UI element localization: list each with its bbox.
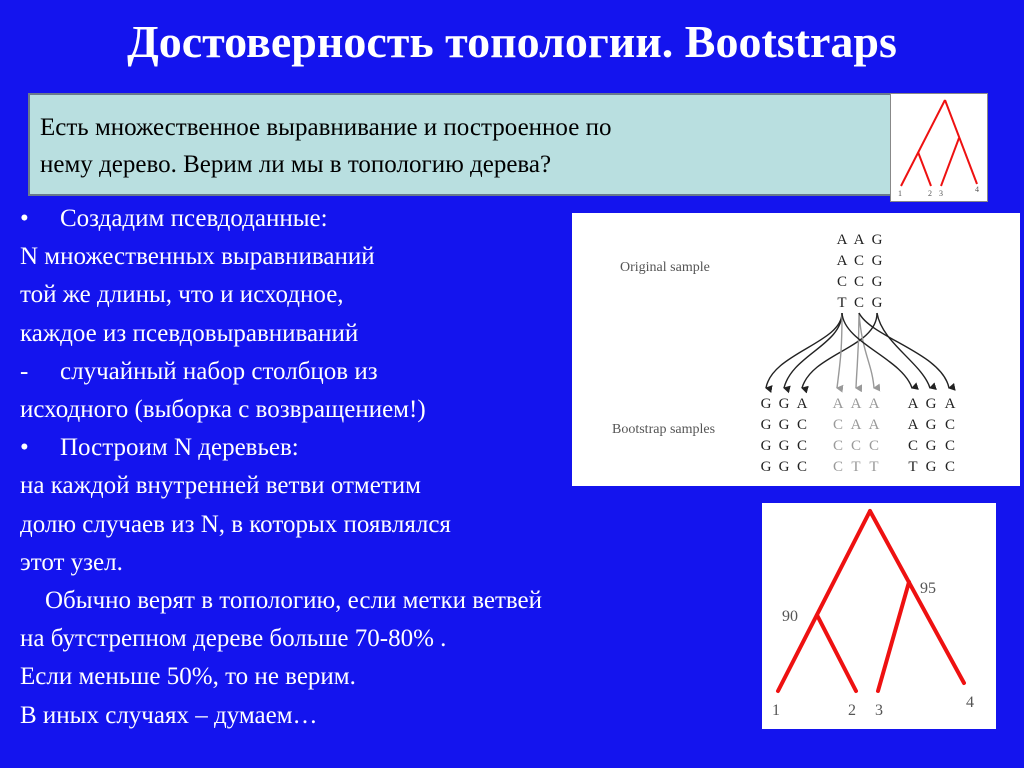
sequence-letter: G bbox=[925, 396, 937, 412]
mini-tree-svg bbox=[891, 94, 987, 201]
body-line: на каждой внутренней ветви отметим bbox=[20, 472, 421, 500]
sequence-letter: C bbox=[853, 295, 865, 311]
sequence-letter: T bbox=[851, 459, 861, 475]
sequence-letter: C bbox=[944, 438, 956, 454]
sequence-letter: C bbox=[796, 459, 808, 475]
body-line: каждое из псевдовыравниваний bbox=[20, 319, 359, 347]
sequence-letter: G bbox=[871, 253, 883, 269]
sequence-letter: G bbox=[778, 396, 790, 412]
mini-tree-figure bbox=[890, 93, 988, 202]
dash-icon: - bbox=[20, 357, 29, 385]
bullet-icon: • bbox=[20, 434, 29, 462]
resample-arrow bbox=[766, 313, 842, 388]
sequence-letter: G bbox=[925, 438, 937, 454]
bootstrap-tree-svg bbox=[762, 503, 996, 729]
sequence-letter: G bbox=[760, 417, 772, 433]
sequence-letter: G bbox=[871, 295, 883, 311]
body-line: N множественных выравниваний bbox=[20, 243, 375, 271]
sequence-letter: C bbox=[907, 438, 919, 454]
mini-tree-branch bbox=[901, 100, 945, 186]
sequence-letter: C bbox=[868, 438, 880, 454]
resampling-arrows bbox=[766, 313, 949, 388]
resample-arrow bbox=[859, 313, 874, 388]
sequence-letter: C bbox=[853, 274, 865, 290]
sequence-letter: C bbox=[832, 438, 844, 454]
sequence-letter: C bbox=[796, 438, 808, 454]
bootstrap-sample-2-grid bbox=[833, 396, 880, 475]
tree-branch bbox=[878, 582, 909, 691]
mini-tree-leaf-label: 1 bbox=[898, 189, 902, 198]
bootstrap-tree-leaf-labels bbox=[772, 694, 974, 719]
tree-leaf-label: 1 bbox=[772, 702, 780, 719]
bootstrap-sampling-figure bbox=[572, 213, 1020, 486]
body-line: этот узел. bbox=[20, 548, 123, 576]
sequence-letter: A bbox=[868, 396, 880, 412]
mini-tree-leaf-labels bbox=[898, 185, 979, 198]
sequence-letter: G bbox=[925, 459, 937, 475]
mini-tree-leaf-label: 4 bbox=[975, 185, 979, 194]
bootstrap-tree-figure bbox=[762, 503, 996, 729]
tree-leaf-label: 2 bbox=[848, 702, 856, 719]
body-line: Обычно верят в топологию, если метки ветвей bbox=[20, 587, 543, 615]
support-value-label: 90 bbox=[782, 608, 798, 625]
tree-leaf-label: 4 bbox=[966, 694, 974, 711]
body-line: Если меньше 50%, то не верим. bbox=[20, 663, 356, 691]
mini-tree-branch bbox=[945, 100, 977, 184]
sequence-letter: C bbox=[796, 417, 808, 433]
tree-branch bbox=[817, 615, 856, 691]
callout-text bbox=[40, 109, 900, 183]
sequence-letter: C bbox=[832, 417, 844, 433]
sequence-letter: G bbox=[760, 459, 772, 475]
slide-title: Достоверность топологии. Bootstraps bbox=[127, 16, 897, 67]
sequence-letter: A bbox=[796, 396, 808, 412]
sequence-letter: G bbox=[925, 417, 937, 433]
sequence-letter: C bbox=[836, 274, 848, 290]
tree-branch bbox=[870, 511, 964, 683]
sequence-letter: A bbox=[907, 396, 919, 412]
sequence-letter: C bbox=[944, 417, 956, 433]
sequence-letter: A bbox=[907, 417, 919, 433]
mini-tree-leaf-label: 2 bbox=[928, 189, 932, 198]
body-line: В иных случаях – думаем… bbox=[20, 701, 318, 729]
sequence-letter: G bbox=[760, 396, 772, 412]
support-value-label: 95 bbox=[920, 580, 936, 597]
callout-line-1: Есть множественное выравнивание и построенное по bbox=[40, 114, 612, 141]
sequence-letter: G bbox=[778, 417, 790, 433]
sequence-letter: C bbox=[850, 438, 862, 454]
bootstrap-sample-1-grid bbox=[761, 396, 808, 475]
bootstrap-svg bbox=[572, 213, 1020, 486]
sequence-letter: A bbox=[853, 232, 865, 248]
sequence-letter: A bbox=[850, 417, 862, 433]
mini-tree-leaf-label: 3 bbox=[939, 189, 943, 198]
original-sample-grid bbox=[837, 232, 883, 311]
sequence-letter: T bbox=[837, 295, 847, 311]
tree-leaf-label: 3 bbox=[875, 702, 883, 719]
sequence-letter: G bbox=[778, 438, 790, 454]
sequence-letter: A bbox=[832, 396, 844, 412]
bullet-icon: • bbox=[20, 205, 29, 232]
bootstrap-samples-label: Bootstrap samples bbox=[612, 422, 716, 437]
body-line: той же длины, что и исходное, bbox=[20, 281, 344, 309]
sequence-letter: A bbox=[836, 253, 848, 269]
resample-arrow bbox=[784, 313, 842, 388]
resample-arrow bbox=[856, 313, 859, 388]
question-callout bbox=[28, 93, 988, 196]
sequence-letter: T bbox=[908, 459, 918, 475]
body-line: исходного (выборка с возвращением!) bbox=[20, 396, 426, 424]
sequence-letter: A bbox=[850, 396, 862, 412]
body-line: долю случаев из N, в которых появлялся bbox=[20, 510, 451, 538]
mini-tree-branches bbox=[901, 100, 977, 186]
callout-line-2: нему дерево. Верим ли мы в топологию дерева? bbox=[40, 151, 552, 178]
body-line-text: Создадим псевдоданные: bbox=[60, 205, 328, 232]
sequence-letter: C bbox=[853, 253, 865, 269]
bootstrap-tree-branches bbox=[778, 511, 964, 691]
original-sample-label: Original sample bbox=[620, 260, 710, 275]
body-line: на бутстрепном дереве больше 70-80% . bbox=[20, 625, 447, 653]
mini-tree-branch bbox=[918, 152, 931, 186]
sequence-letter: G bbox=[760, 438, 772, 454]
sequence-letter: A bbox=[836, 232, 848, 248]
sequence-letter: A bbox=[868, 417, 880, 433]
tree-branch bbox=[778, 511, 870, 691]
sequence-letter: G bbox=[871, 274, 883, 290]
sequence-letter: C bbox=[832, 459, 844, 475]
body-line-text: случайный набор столбцов из bbox=[60, 357, 378, 385]
sequence-letter: C bbox=[944, 459, 956, 475]
mini-tree-branch bbox=[941, 138, 959, 186]
sequence-letter: A bbox=[944, 396, 956, 412]
sequence-letter: T bbox=[869, 459, 879, 475]
bootstrap-sample-3-grid bbox=[908, 396, 956, 475]
resample-arrow bbox=[877, 313, 930, 388]
sequence-letter: G bbox=[778, 459, 790, 475]
sequence-letter: G bbox=[871, 232, 883, 248]
body-line-text: Построим N деревьев: bbox=[60, 434, 299, 462]
